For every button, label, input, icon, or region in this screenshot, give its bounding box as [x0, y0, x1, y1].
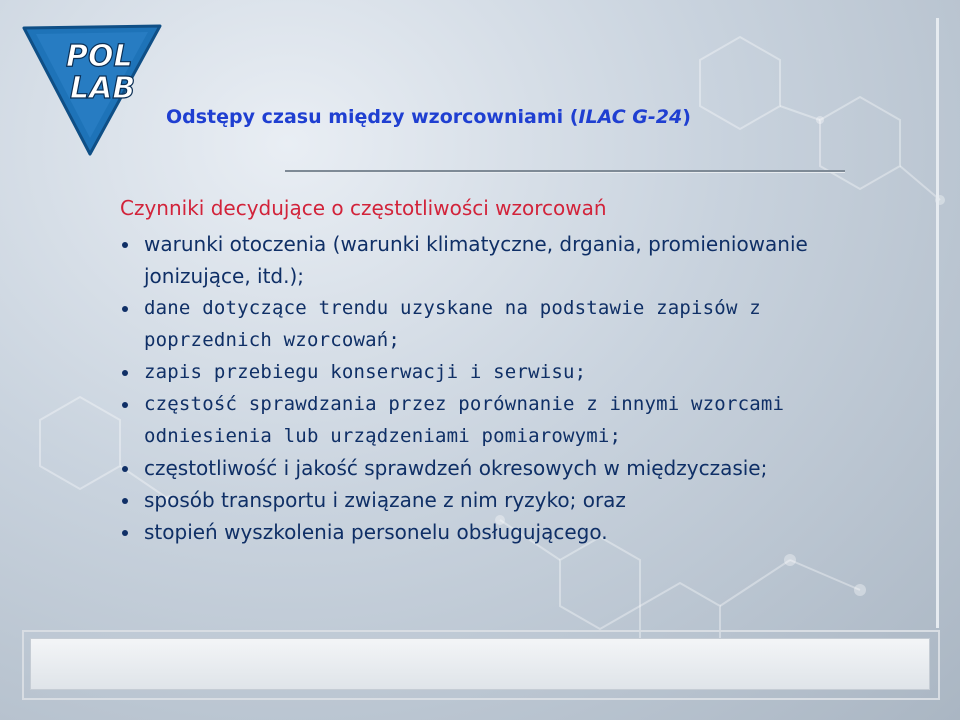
list-item: sposób transportu i związane z nim ryzyko; oraz: [108, 484, 848, 516]
logo-text-line2: LAB: [70, 71, 136, 106]
title-end: ): [682, 106, 691, 128]
logo-text-line1: POL: [66, 39, 133, 74]
factors-heading: Czynniki decydujące o częstotliwości wzorcowań: [120, 196, 607, 220]
list-item: częstość sprawdzania przez porównanie z innymi wzorcami odniesienia lub urządzeniami pomiarowymi;: [108, 388, 848, 452]
factors-list: [108, 228, 848, 548]
list-item: dane dotyczące trendu uzyskane na podstawie zapisów z poprzednich wzorcowań;: [108, 292, 848, 356]
list-item: stopień wyszkolenia personelu obsługującego.: [108, 516, 848, 548]
footer-bar: [30, 638, 930, 690]
list-item: zapis przebiegu konserwacji i serwisu;: [108, 356, 848, 388]
title-divider: [285, 170, 845, 173]
list-item: częstotliwość i jakość sprawdzeń okresowych w międzyczasie;: [108, 452, 848, 484]
pollab-logo: [18, 18, 168, 158]
slide-right-edge: [936, 18, 939, 628]
title-main: Odstępy czasu między wzorcowniami (: [166, 106, 579, 128]
title-italic: ILAC G-24: [578, 106, 683, 128]
list-item: warunki otoczenia (warunki klimatyczne, drgania, promieniowanie jonizujące, itd.);: [108, 228, 848, 292]
slide-title: [166, 106, 691, 128]
